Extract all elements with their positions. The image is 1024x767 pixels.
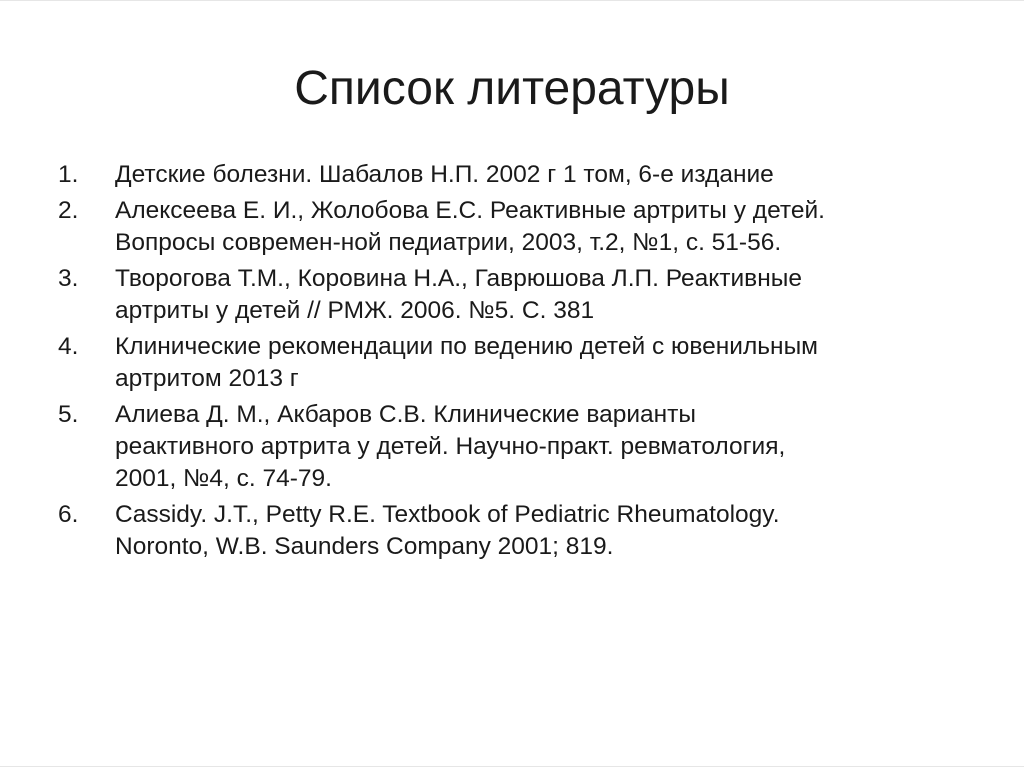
reference-item xyxy=(58,399,958,495)
slide-title: Список литературы xyxy=(294,62,730,115)
reference-text: Творогова Т.М., Коровина Н.А., Гаврюшова Л.П. Реактивные артриты у детей // РМЖ. 2006. №5. С. 381 xyxy=(115,265,802,324)
reference-item xyxy=(58,331,958,395)
reference-text: Алиева Д. М., Акбаров С.В. Клинические варианты реактивного артрита у детей. Научно-практ. ревматология, 2001, №4, с. 74-79. xyxy=(115,401,786,492)
reference-number: 5. xyxy=(58,401,79,428)
reference-number: 4. xyxy=(58,333,79,360)
reference-item xyxy=(58,195,958,259)
reference-number: 1. xyxy=(58,161,79,188)
reference-text: Детские болезни. Шабалов Н.П. 2002 г 1 том, 6-е издание xyxy=(115,161,774,188)
reference-item xyxy=(58,499,958,563)
reference-number: 2. xyxy=(58,197,79,224)
reference-text: Клинические рекомендации по ведению детей с ювенильным артритом 2013 г xyxy=(115,333,819,392)
reference-text: Cassidy. J.T., Petty R.E. Textbook of Pediatric Rheumatology. Noronto, W.B. Saunders Company 2001; 819. xyxy=(115,501,780,560)
reference-item xyxy=(58,159,958,191)
reference-number: 3. xyxy=(58,265,79,292)
reference-text: Алексеева Е. И., Жолобова Е.С. Реактивные артриты у детей. Вопросы современ-ной педиатрии, 2003, т.2, №1, с. 51-56. xyxy=(115,197,825,256)
reference-number: 6. xyxy=(58,501,79,528)
reference-list xyxy=(58,159,958,567)
reference-item xyxy=(58,263,958,327)
